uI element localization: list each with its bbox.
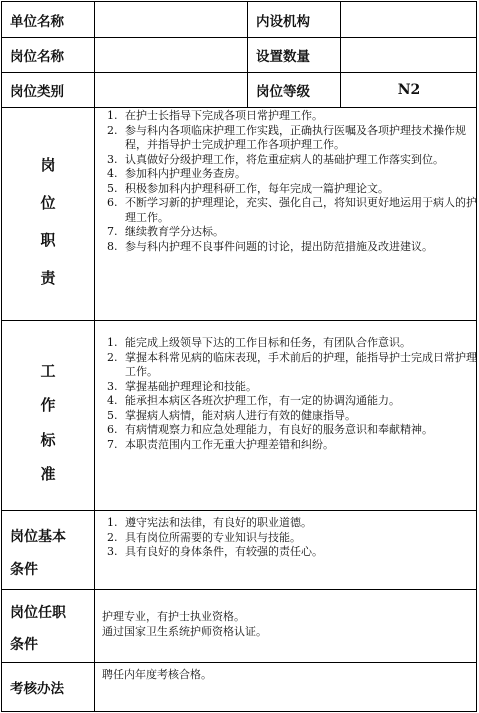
standards-label (2, 360, 94, 484)
list-item: 7. 继续教育学分达标。 (107, 225, 224, 238)
basic-conditions-list (105, 516, 477, 560)
list-item: 3. 掌握基础护理理论和技能。 (107, 379, 257, 393)
qualification-text (102, 609, 462, 639)
list-item: 1. 在护士长指导下完成各项日常护理工作。 (107, 109, 323, 122)
quota-label: 设置数量 (256, 49, 310, 65)
qualify-label-line1: 岗位任职 (10, 605, 66, 621)
basic-label-line2: 条件 (10, 562, 38, 578)
duties-label (2, 154, 94, 288)
list-item: 3. 具有良好的身体条件，有较强的责任心。 (107, 545, 323, 558)
list-item: 4. 能承担本病区各班次护理工作，有一定的协调沟通能力。 (107, 394, 400, 407)
basic-label-line1: 岗位基本 (10, 529, 66, 545)
list-item: 5. 积极参加科内护理科研工作，每年完成一篇护理论文。 (107, 181, 389, 195)
qualify-label-line2: 条件 (10, 637, 38, 653)
list-item: 3. 认真做好分级护理工作，将危重症病人的基础护理工作落实到位。 (107, 152, 444, 166)
basic-conditions-label (10, 511, 94, 589)
unit-name-label: 单位名称 (10, 13, 64, 30)
qualify-line1: 护理专业，有护士执业资格。 (102, 610, 245, 623)
dept-label: 内设机构 (256, 13, 310, 30)
list-item: 4. 参加科内护理业务查房。 (107, 167, 246, 180)
post-level-value: N2 (397, 82, 421, 98)
standards-label-char: 作 (40, 396, 56, 415)
duties-label-char: 岗 (40, 156, 56, 174)
duties-label-char: 责 (40, 268, 56, 287)
list-item: 2. 具有岗位所需要的专业知识与技能。 (107, 530, 301, 544)
list-item: 5. 掌握病人病情，能对病人进行有效的健康指导。 (107, 408, 356, 422)
list-item: 7. 本职责范围内工作无重大护理差错和纠纷。 (107, 437, 334, 451)
duties-label-char: 位 (40, 193, 56, 212)
qualify-line2: 通过国家卫生系统护师资格认证。 (102, 625, 267, 638)
list-item: 8. 参与科内护理不良事件问题的讨论，提出防范措施及改进建议。 (107, 239, 433, 253)
post-level-label: 岗位等级 (256, 84, 310, 100)
list-item: 6. 有病情观察力和应急处理能力，有良好的服务意识和奉献精神。 (107, 423, 433, 436)
post-type-label: 岗位类别 (10, 84, 64, 100)
duties-label-char: 职 (40, 231, 56, 250)
list-item: 1. 遵守宪法和法律，有良好的职业道德。 (107, 516, 312, 529)
job-description-table (1, 1, 477, 712)
post-name-label: 岗位名称 (10, 49, 64, 65)
assessment-label: 考核办法 (10, 681, 64, 697)
list-item: 2. 掌握本科常见病的临床表现，手术前后的护理，能指导护士完成日常护理工作。 (107, 350, 477, 378)
standards-label-char: 准 (40, 464, 56, 483)
list-item: 1. 能完成上级领导下达的工作目标和任务，有团队合作意识。 (107, 336, 411, 349)
qualification-label (10, 590, 94, 662)
assessment-text: 聘任内年度考核合格。 (102, 668, 212, 681)
unit-name-value (95, 2, 247, 37)
standards-list (105, 336, 477, 452)
list-item: 6. 不断学习新的护理理论，充实、强化自己，将知识更好地运用于病人的护理工作。 (107, 196, 477, 224)
standards-label-char: 工 (40, 362, 56, 380)
list-item: 2. 参与科内各项临床护理工作实践，正确执行医嘱及各项护理技术操作规程，并指导护士完成护理工作各项护理工作。 (107, 123, 466, 151)
standards-label-char: 标 (40, 430, 56, 449)
dept-value (341, 2, 477, 37)
post-name-value (95, 38, 247, 72)
quota-value (341, 38, 477, 72)
post-type-value (95, 73, 247, 107)
duties-list (105, 109, 477, 254)
